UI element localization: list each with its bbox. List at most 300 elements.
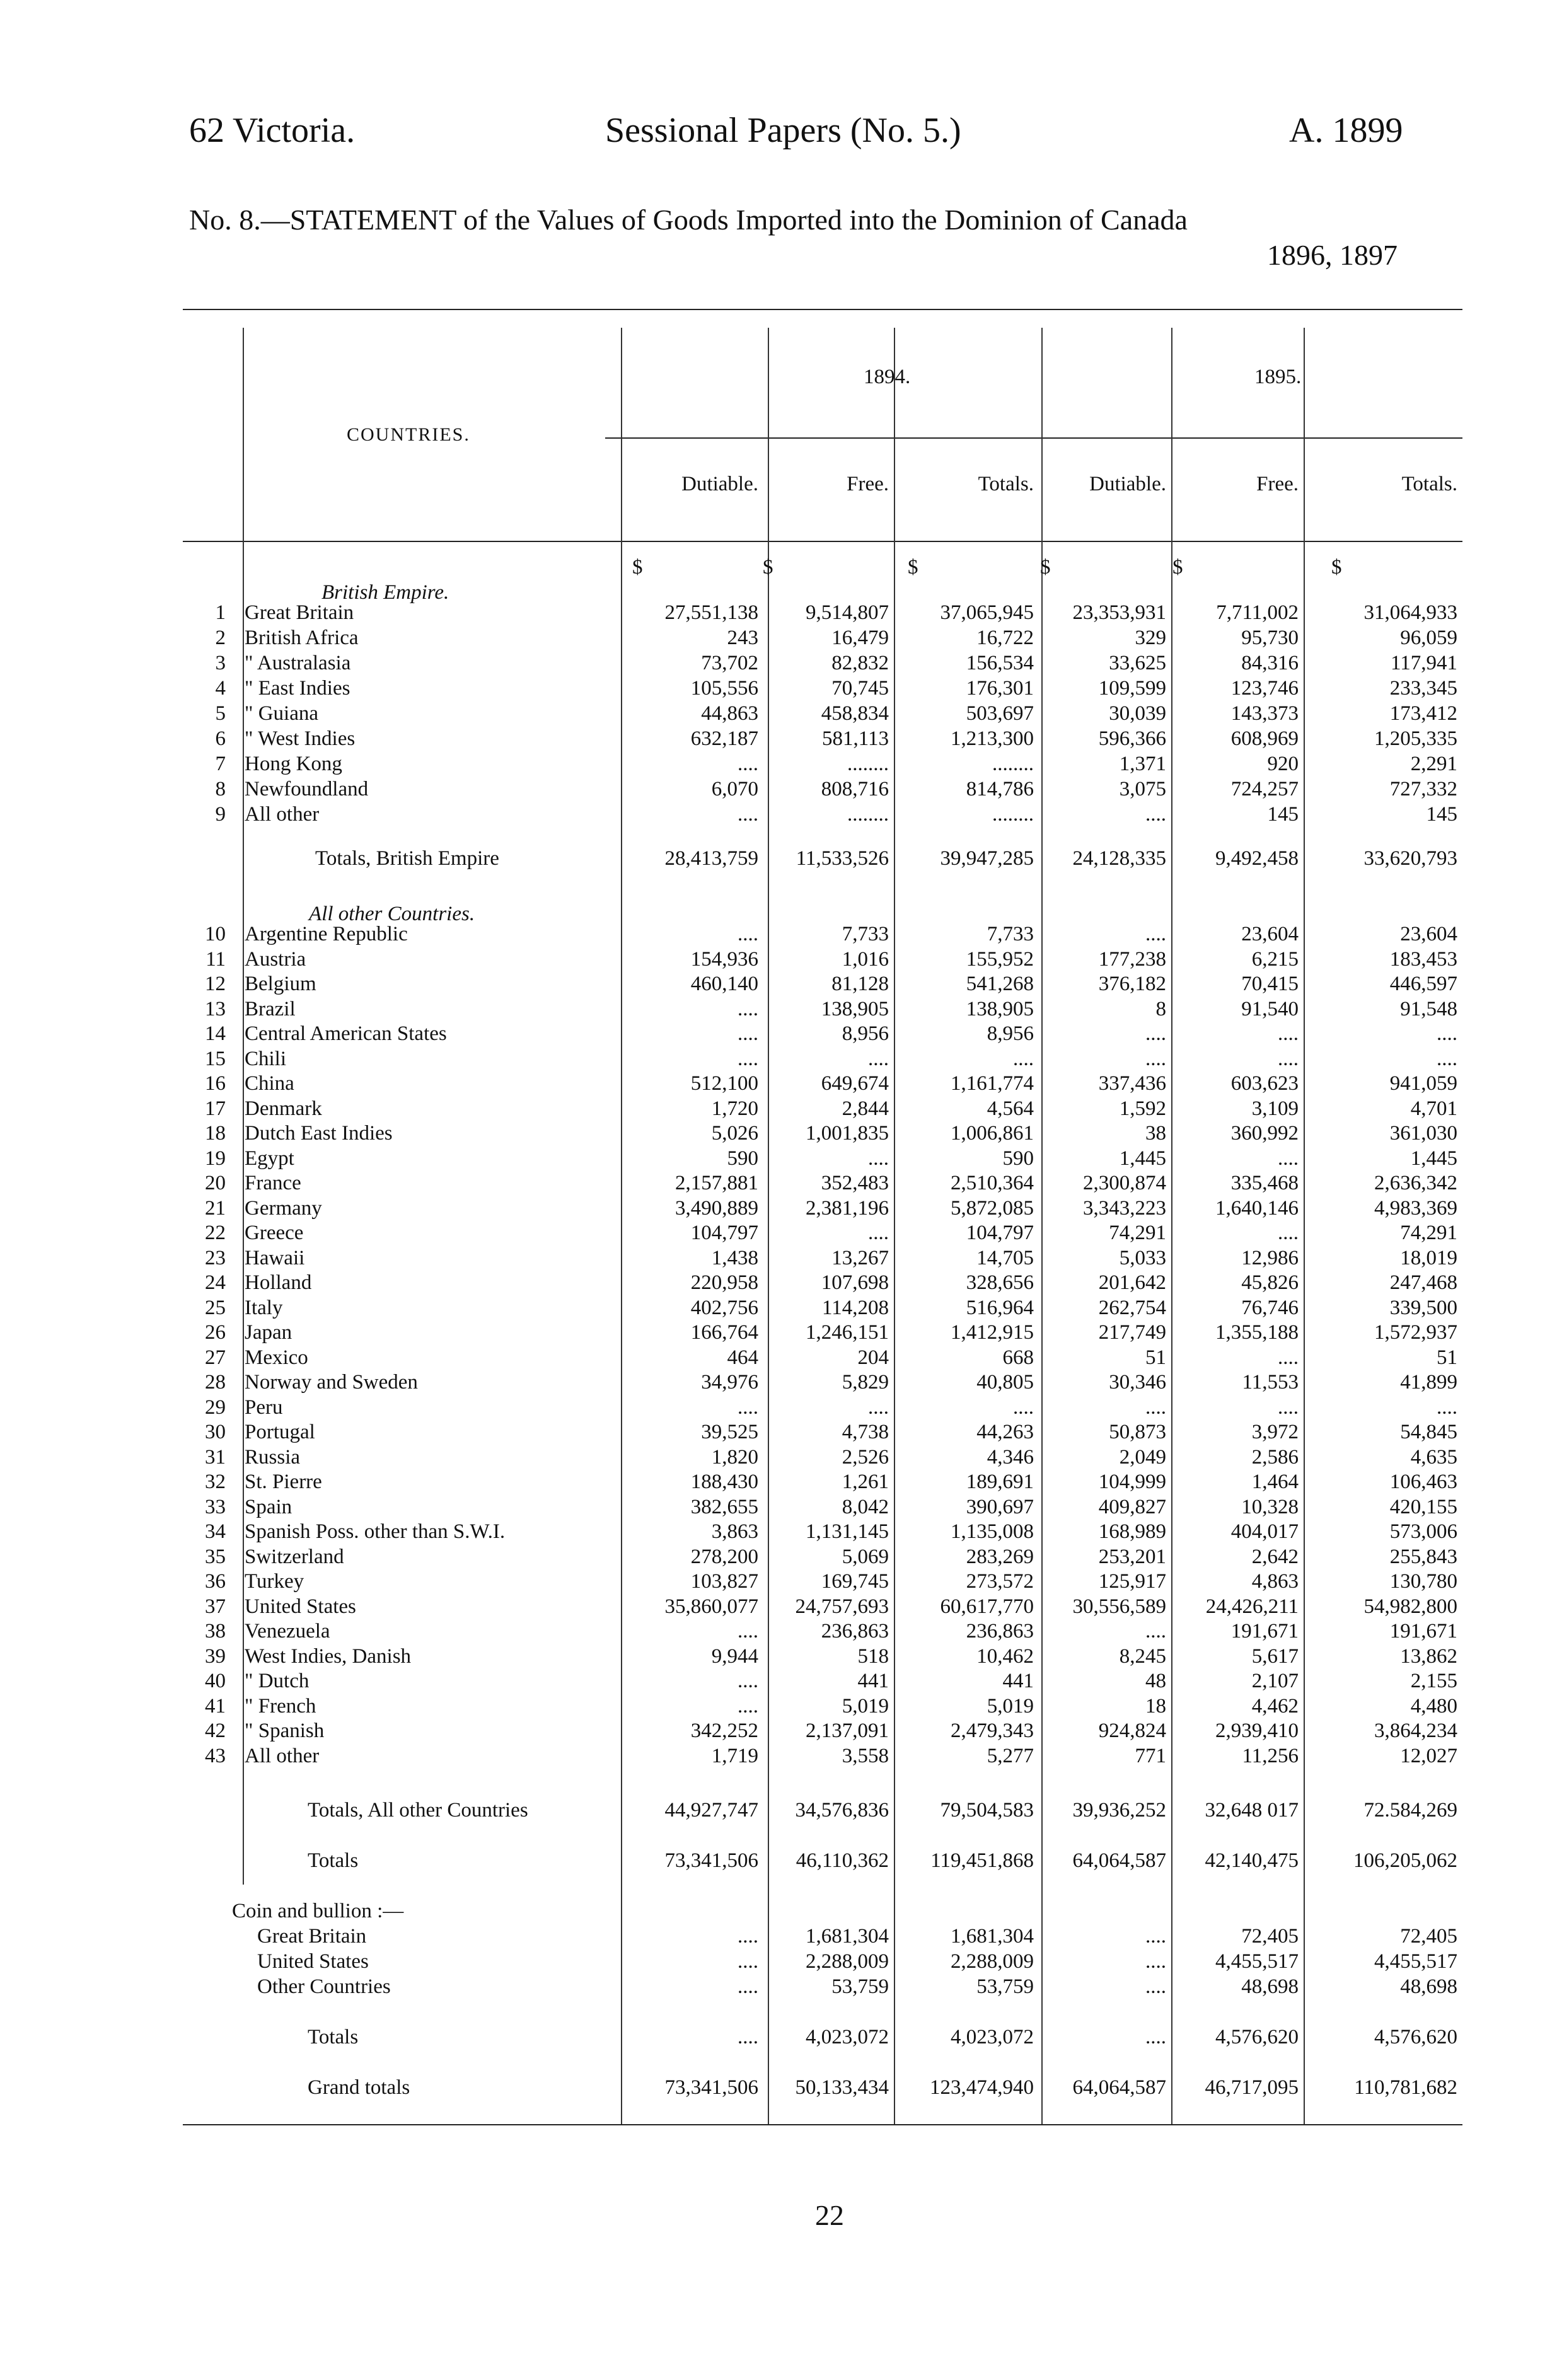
value-cell: 2,510,364 — [951, 1172, 1034, 1194]
value-cell: 390,697 — [966, 1495, 1034, 1518]
value-cell: .... — [1013, 1395, 1034, 1419]
value-cell: 191,671 — [1230, 1620, 1299, 1643]
value-cell: 7,733 — [842, 923, 889, 945]
value-cell: 2,526 — [842, 1445, 889, 1469]
value-cell: 103,827 — [690, 1570, 758, 1593]
value-cell: 2,939,410 — [1215, 1719, 1299, 1742]
value-cell: 84,316 — [1241, 652, 1299, 674]
country-name: France — [245, 1172, 301, 1194]
country-name: Holland — [245, 1271, 312, 1294]
value-cell: .... — [868, 1222, 889, 1244]
value-cell: 808,716 — [821, 778, 889, 800]
value-cell: 106,205,062 — [1353, 1849, 1457, 1872]
value-cell: 402,756 — [690, 1296, 758, 1319]
country-name: " Spanish — [245, 1719, 325, 1742]
value-cell: 173,412 — [1389, 702, 1457, 725]
value-cell: 4,462 — [1251, 1694, 1299, 1718]
value-cell: 4,635 — [1410, 1445, 1457, 1469]
row-number: 20 — [205, 1172, 226, 1194]
value-cell: 177,238 — [1098, 947, 1166, 971]
value-cell: 24,757,693 — [795, 1595, 889, 1618]
value-cell: 3,972 — [1251, 1421, 1299, 1443]
value-cell: 33,620,793 — [1363, 847, 1457, 870]
value-cell: 360,992 — [1230, 1122, 1299, 1145]
value-cell: 2,479,343 — [951, 1719, 1034, 1742]
value-cell: 145 — [1267, 803, 1299, 826]
value-cell: 16,722 — [976, 627, 1034, 649]
statement-years: 1896, 1897 — [1267, 239, 1398, 271]
value-cell: 5,872,085 — [951, 1196, 1034, 1220]
country-name: Spanish Poss. other than S.W.I. — [245, 1520, 506, 1543]
value-cell: 72.584,269 — [1363, 1799, 1457, 1822]
country-name: " French — [245, 1694, 316, 1718]
value-cell: 14,705 — [976, 1246, 1034, 1269]
country-name: Greece — [245, 1222, 304, 1244]
value-cell: 1,719 — [711, 1744, 758, 1767]
value-cell: 7,711,002 — [1216, 601, 1299, 624]
value-cell: 51 — [1145, 1346, 1166, 1369]
value-cell: 1,006,861 — [951, 1122, 1034, 1145]
value-cell: 8,042 — [842, 1495, 889, 1518]
value-cell: 573,006 — [1389, 1520, 1457, 1543]
value-cell: 114,208 — [821, 1296, 889, 1319]
country-name: St. Pierre — [245, 1470, 322, 1493]
value-cell: 8,956 — [987, 1022, 1034, 1045]
value-cell: 104,797 — [966, 1222, 1034, 1244]
year-1894: 1894. — [864, 366, 911, 388]
value-cell: .... — [1145, 1950, 1166, 1973]
value-cell: 1,438 — [711, 1246, 758, 1269]
value-cell: 154,936 — [690, 947, 758, 971]
section-british-empire: British Empire. — [321, 581, 449, 604]
value-cell: 4,023,072 — [806, 2026, 889, 2048]
value-cell: 255,843 — [1389, 1545, 1457, 1568]
year-1895: 1895. — [1254, 366, 1302, 388]
value-cell: 169,745 — [821, 1570, 889, 1593]
value-cell: .... — [738, 1975, 758, 1998]
header-session: 62 Victoria. — [189, 111, 356, 150]
value-cell: 27,551,138 — [664, 601, 758, 624]
value-cell: .... — [738, 1925, 758, 1948]
value-cell: 3,863 — [711, 1520, 758, 1543]
value-cell: 339,500 — [1389, 1296, 1457, 1319]
value-cell: .... — [738, 803, 758, 826]
value-cell: 233,345 — [1389, 677, 1457, 700]
value-cell: 920 — [1267, 753, 1299, 775]
country-name: " Guiana — [245, 702, 319, 725]
value-cell: 518 — [857, 1644, 889, 1668]
value-cell: 23,604 — [1400, 923, 1457, 945]
value-cell: 2,155 — [1410, 1670, 1457, 1692]
rule-bottom — [183, 2124, 1462, 2125]
value-cell: 581,113 — [821, 727, 889, 750]
value-cell: 4,455,517 — [1374, 1950, 1457, 1973]
column-header-4: Free. — [1256, 473, 1299, 495]
value-cell: 50,133,434 — [795, 2076, 889, 2099]
country-name: All other — [245, 1744, 320, 1767]
value-cell: 441 — [857, 1670, 889, 1692]
value-cell: 420,155 — [1389, 1495, 1457, 1518]
value-cell: 91,540 — [1241, 997, 1299, 1020]
header-year: A. 1899 — [1289, 111, 1403, 150]
row-number: 19 — [205, 1147, 226, 1170]
value-cell: 458,834 — [821, 702, 889, 725]
row-number: 21 — [205, 1196, 226, 1220]
value-cell: 4,564 — [987, 1097, 1034, 1120]
value-cell: 201,642 — [1098, 1271, 1166, 1294]
value-cell: 34,976 — [701, 1371, 758, 1394]
value-cell: 1,681,304 — [806, 1925, 889, 1948]
value-cell: 13,267 — [831, 1246, 889, 1269]
value-cell: 7,733 — [987, 923, 1034, 945]
value-cell: .... — [1437, 1022, 1457, 1045]
value-cell: 1,371 — [1119, 753, 1166, 775]
value-cell: 342,252 — [690, 1719, 758, 1742]
value-cell: 724,257 — [1230, 778, 1299, 800]
country-name: Denmark — [245, 1097, 322, 1120]
value-cell: 18 — [1145, 1694, 1166, 1718]
value-cell: 105,556 — [690, 677, 758, 700]
value-cell: 278,200 — [690, 1545, 758, 1568]
page-number: 22 — [815, 2199, 844, 2231]
currency-symbol-1: $ — [763, 556, 773, 579]
value-cell: 590 — [1002, 1147, 1034, 1170]
value-cell: 464 — [727, 1346, 758, 1369]
value-cell: 1,720 — [711, 1097, 758, 1120]
value-cell: 96,059 — [1400, 627, 1457, 649]
value-cell: 541,268 — [966, 973, 1034, 995]
value-cell: 9,944 — [711, 1644, 758, 1668]
value-cell: 2,381,196 — [806, 1196, 889, 1220]
row-number: 23 — [205, 1246, 226, 1269]
row-number: 36 — [205, 1570, 226, 1593]
value-cell: .... — [1437, 1395, 1457, 1419]
value-cell: 38 — [1145, 1122, 1166, 1145]
value-cell: 4,863 — [1251, 1570, 1299, 1593]
value-cell: 18,019 — [1400, 1246, 1457, 1269]
value-cell: 104,999 — [1098, 1470, 1166, 1493]
value-cell: .... — [738, 1620, 758, 1643]
country-name: " East Indies — [245, 677, 350, 700]
value-cell: 273,572 — [966, 1570, 1034, 1593]
value-cell: 106,463 — [1389, 1470, 1457, 1493]
country-name: Hawaii — [245, 1246, 305, 1269]
value-cell: 24,128,335 — [1072, 847, 1166, 870]
value-cell: 72,405 — [1400, 1925, 1457, 1948]
value-cell: 28,413,759 — [664, 847, 758, 870]
row-number: 26 — [205, 1321, 226, 1344]
totals-all-other-countries: Totals, All other Countries — [308, 1799, 528, 1822]
value-cell: 771 — [1135, 1744, 1166, 1767]
value-cell: .... — [738, 997, 758, 1020]
value-cell: 9,514,807 — [806, 601, 889, 624]
value-cell: ........ — [847, 753, 889, 775]
value-cell: .... — [1278, 1346, 1299, 1369]
rownum-rule — [243, 328, 244, 1885]
value-cell: .... — [1437, 1047, 1457, 1070]
value-cell: 30,556,589 — [1072, 1595, 1166, 1618]
row-number: 10 — [205, 923, 226, 945]
row-number: 25 — [205, 1296, 226, 1319]
coin-country-name: Other Countries — [257, 1975, 391, 1998]
value-cell: 590 — [727, 1147, 758, 1170]
value-cell: 335,468 — [1230, 1172, 1299, 1194]
currency-symbol-4: $ — [1172, 556, 1183, 579]
column-header-0: Dutiable. — [681, 473, 758, 495]
value-cell: 376,182 — [1098, 973, 1166, 995]
country-name: Austria — [245, 947, 306, 971]
value-cell: .... — [1145, 1925, 1166, 1948]
value-cell: 143,373 — [1230, 702, 1299, 725]
value-cell: 30,039 — [1109, 702, 1166, 725]
value-cell: 243 — [727, 627, 758, 649]
value-cell: 941,059 — [1389, 1072, 1457, 1095]
value-cell: 2,137,091 — [806, 1719, 889, 1742]
currency-symbol-2: $ — [908, 556, 918, 579]
row-number: 30 — [205, 1421, 226, 1443]
column-header-1: Free. — [847, 473, 889, 495]
row-number: 15 — [205, 1047, 226, 1070]
value-cell: 138,905 — [821, 997, 889, 1020]
value-cell: 247,468 — [1389, 1271, 1457, 1294]
value-cell: 48 — [1145, 1670, 1166, 1692]
value-cell: 2,288,009 — [806, 1950, 889, 1973]
totals-merchandise: Totals — [308, 1849, 359, 1872]
value-cell: 1,161,774 — [951, 1072, 1034, 1095]
value-cell: 1,261 — [842, 1470, 889, 1493]
value-cell: 30,346 — [1109, 1371, 1166, 1394]
value-cell: 204 — [857, 1346, 889, 1369]
value-cell: 23,604 — [1241, 923, 1299, 945]
value-cell: .... — [868, 1047, 889, 1070]
value-cell: 109,599 — [1098, 677, 1166, 700]
value-cell: 82,832 — [831, 652, 889, 674]
value-cell: 1,681,304 — [951, 1925, 1034, 1948]
value-cell: 1,016 — [842, 947, 889, 971]
column-header-5: Totals. — [1401, 473, 1457, 495]
row-number: 41 — [205, 1694, 226, 1718]
totals-british-empire: Totals, British Empire — [315, 847, 499, 870]
value-cell: 123,746 — [1230, 677, 1299, 700]
country-name: West Indies, Danish — [245, 1644, 412, 1668]
value-cell: 117,941 — [1390, 652, 1457, 674]
value-cell: 4,576,620 — [1374, 2026, 1457, 2048]
value-cell: .... — [1278, 1147, 1299, 1170]
value-cell: .... — [738, 1047, 758, 1070]
value-cell: 2,049 — [1119, 1445, 1166, 1469]
value-cell: 2,157,881 — [675, 1172, 758, 1194]
value-cell: 1,355,188 — [1215, 1321, 1299, 1344]
value-cell: 40,805 — [976, 1371, 1034, 1394]
value-cell: 3,864,234 — [1374, 1719, 1457, 1742]
value-cell: .... — [738, 1022, 758, 1045]
row-number: 24 — [205, 1271, 226, 1294]
row-number: 11 — [205, 947, 226, 971]
row-number: 18 — [205, 1122, 226, 1145]
value-cell: .... — [1278, 1047, 1299, 1070]
country-name: Newfoundland — [245, 778, 369, 800]
row-number: 38 — [205, 1620, 226, 1643]
value-cell: 183,453 — [1389, 947, 1457, 971]
country-name: Germany — [245, 1196, 322, 1220]
country-name: " Dutch — [245, 1670, 310, 1692]
value-cell: 24,426,211 — [1205, 1595, 1299, 1618]
country-name: Belgium — [245, 973, 316, 995]
country-name: Italy — [245, 1296, 283, 1319]
value-cell: .... — [868, 1147, 889, 1170]
value-cell: 176,301 — [966, 677, 1034, 700]
value-cell: 337,436 — [1098, 1072, 1166, 1095]
grand-totals: Grand totals — [308, 2076, 410, 2099]
currency-symbol-3: $ — [1040, 556, 1051, 579]
row-number: 37 — [205, 1595, 226, 1618]
value-cell: 39,525 — [701, 1421, 758, 1443]
value-cell: 74,291 — [1109, 1222, 1166, 1244]
value-cell: 8 — [1155, 997, 1166, 1020]
value-cell: 328,656 — [966, 1271, 1034, 1294]
value-cell: 44,263 — [976, 1421, 1034, 1443]
value-cell: 4,983,369 — [1374, 1196, 1457, 1220]
value-cell: 3,343,223 — [1083, 1196, 1166, 1220]
value-cell: 608,969 — [1230, 727, 1299, 750]
value-cell: .... — [738, 753, 758, 775]
value-cell: 34,576,836 — [795, 1799, 889, 1822]
header-title: Sessional Papers (No. 5.) — [605, 111, 961, 150]
value-cell: 81,128 — [831, 973, 889, 995]
value-cell: 4,738 — [842, 1421, 889, 1443]
row-number: 31 — [205, 1445, 226, 1469]
value-cell: 668 — [1002, 1346, 1034, 1369]
value-cell: 3,558 — [842, 1744, 889, 1767]
value-cell: 44,863 — [701, 702, 758, 725]
country-name: Brazil — [245, 997, 296, 1020]
value-cell: 4,455,517 — [1215, 1950, 1299, 1973]
value-cell: 64,064,587 — [1072, 1849, 1166, 1872]
country-name: Hong Kong — [245, 753, 342, 775]
value-cell: 2,300,874 — [1083, 1172, 1166, 1194]
country-name: Great Britain — [245, 601, 354, 624]
value-cell: 4,480 — [1410, 1694, 1457, 1718]
country-name: Japan — [245, 1321, 292, 1344]
value-cell: .... — [1145, 1047, 1166, 1070]
value-cell: .... — [1145, 1975, 1166, 1998]
value-cell: 46,110,362 — [796, 1849, 889, 1872]
value-cell: 31,064,933 — [1363, 601, 1457, 624]
value-cell: 70,415 — [1241, 973, 1299, 995]
value-cell: .... — [738, 1670, 758, 1692]
value-cell: 4,701 — [1410, 1097, 1457, 1120]
country-name: China — [245, 1072, 294, 1095]
value-cell: 138,905 — [966, 997, 1034, 1020]
value-cell: 262,754 — [1098, 1296, 1166, 1319]
row-number: 14 — [205, 1022, 226, 1045]
value-cell: .... — [868, 1395, 889, 1419]
value-cell: 1,412,915 — [951, 1321, 1034, 1344]
value-cell: 409,827 — [1098, 1495, 1166, 1518]
section-all-other-countries: All other Countries. — [309, 903, 475, 925]
row-number: 16 — [205, 1072, 226, 1095]
value-cell: 74,291 — [1400, 1222, 1457, 1244]
value-cell: 516,964 — [966, 1296, 1034, 1319]
value-cell: 104,797 — [690, 1222, 758, 1244]
value-cell: 503,697 — [966, 702, 1034, 725]
value-cell: 4,576,620 — [1215, 2026, 1299, 2048]
value-cell: 236,863 — [821, 1620, 889, 1643]
value-cell: 2,642 — [1251, 1545, 1299, 1568]
value-cell: 73,702 — [701, 652, 758, 674]
value-cell: 3,075 — [1119, 778, 1166, 800]
value-cell: 188,430 — [690, 1470, 758, 1493]
row-number: 13 — [205, 997, 226, 1020]
value-cell: 95,730 — [1241, 627, 1299, 649]
currency-symbol-0: $ — [632, 556, 643, 579]
value-cell: 33,625 — [1109, 652, 1166, 674]
value-cell: 60,617,770 — [940, 1595, 1034, 1618]
value-cell: 632,187 — [690, 727, 758, 750]
value-cell: 45,826 — [1241, 1271, 1299, 1294]
row-number: 28 — [205, 1371, 226, 1394]
value-cell: 44,927,747 — [664, 1799, 758, 1822]
value-cell: 5,829 — [842, 1371, 889, 1394]
value-cell: 191,671 — [1389, 1620, 1457, 1643]
value-cell: 23,353,931 — [1072, 601, 1166, 624]
value-cell: 382,655 — [690, 1495, 758, 1518]
value-cell: .... — [738, 1694, 758, 1718]
value-cell: 119,451,868 — [930, 1849, 1034, 1872]
value-cell: 166,764 — [690, 1321, 758, 1344]
value-cell: 5,019 — [987, 1694, 1034, 1718]
value-cell: 460,140 — [690, 973, 758, 995]
value-cell: 5,277 — [987, 1744, 1034, 1767]
currency-symbol-5: $ — [1331, 556, 1342, 579]
value-cell: 5,033 — [1119, 1246, 1166, 1269]
row-number: 35 — [205, 1545, 226, 1568]
value-cell: 217,749 — [1098, 1321, 1166, 1344]
value-cell: 11,256 — [1242, 1744, 1299, 1767]
value-cell: .... — [1145, 2026, 1166, 2048]
row-number: 39 — [205, 1644, 226, 1668]
value-cell: 512,100 — [690, 1072, 758, 1095]
value-cell: 11,533,526 — [796, 847, 889, 870]
row-number: 1 — [215, 601, 226, 624]
value-cell: 814,786 — [966, 778, 1034, 800]
country-name: All other — [245, 803, 320, 826]
value-cell: 2,107 — [1251, 1670, 1299, 1692]
value-cell: 283,269 — [966, 1545, 1034, 1568]
value-cell: 110,781,682 — [1354, 2076, 1457, 2099]
coin-country-name: Great Britain — [257, 1925, 367, 1948]
country-name: Turkey — [245, 1570, 304, 1593]
value-cell: 3,490,889 — [675, 1196, 758, 1220]
value-cell: 64,064,587 — [1072, 2076, 1166, 2099]
value-cell: 1,820 — [711, 1445, 758, 1469]
rule-top — [183, 309, 1462, 310]
row-number: 8 — [215, 778, 226, 800]
row-number: 22 — [205, 1222, 226, 1244]
totals-coin-bullion: Totals — [308, 2026, 359, 2048]
value-cell: 37,065,945 — [940, 601, 1034, 624]
value-cell: 1,205,335 — [1374, 727, 1457, 750]
value-cell: 10,328 — [1241, 1495, 1299, 1518]
country-name: " West Indies — [245, 727, 356, 750]
row-number: 32 — [205, 1470, 226, 1493]
value-cell: 6,070 — [711, 778, 758, 800]
country-name: Egypt — [245, 1147, 294, 1170]
value-cell: 70,745 — [831, 677, 889, 700]
value-cell: 12,986 — [1241, 1246, 1299, 1269]
value-cell: 9,492,458 — [1215, 847, 1299, 870]
row-number: 33 — [205, 1495, 226, 1518]
